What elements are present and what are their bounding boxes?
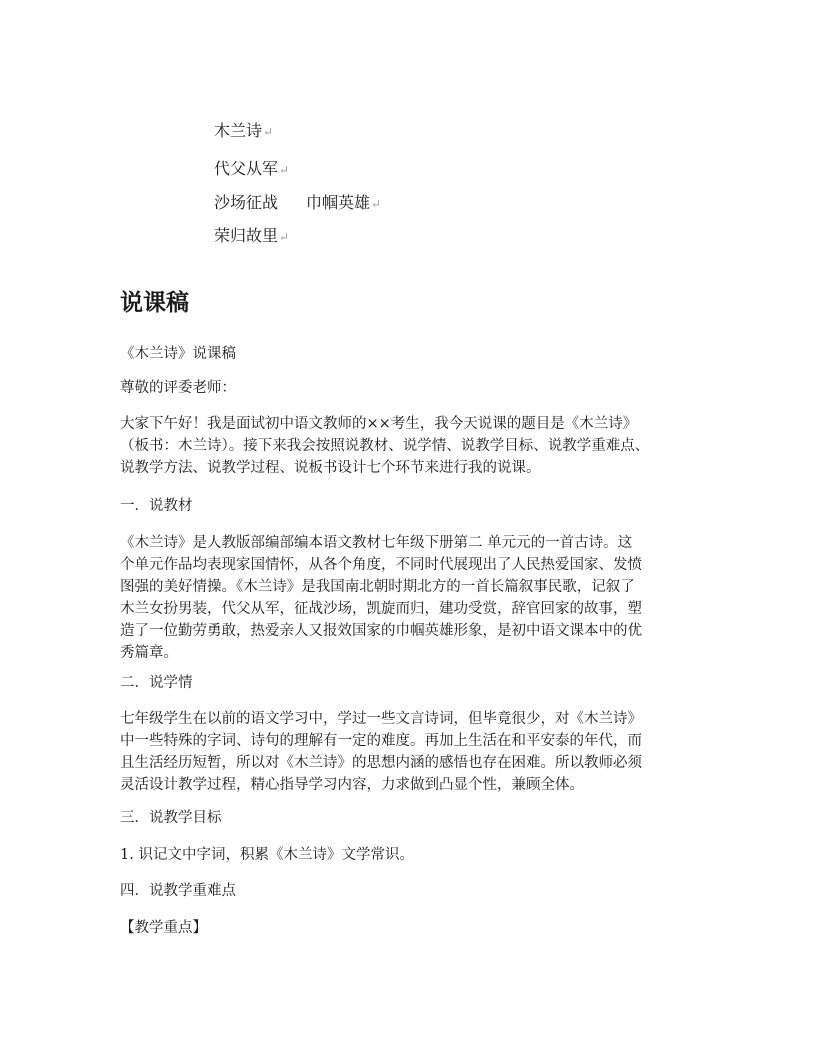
board-text: 荣归故里: [214, 226, 279, 245]
board-text: 代父从军: [214, 159, 279, 178]
board-text: 沙场征战: [214, 193, 279, 212]
board-line-2: [214, 158, 289, 181]
text-line: （板书：木兰诗）。接下来我会按照说教材、说学情、说教学目标、说教学重难点、: [120, 438, 650, 454]
text-line: 说教学方法、说教学过程、说板书设计七个环节来进行我的说课。: [120, 460, 541, 476]
board-line-title: [214, 120, 273, 143]
text-line: 木兰女扮男装，代父从军，征战沙场，凯旋而归，建功受赏，辞官回家的故事，塑: [120, 601, 642, 617]
text-line: 大家下午好！我是面试初中语文教师的××考生，我今天说课的题目是《木兰诗》: [120, 416, 638, 432]
intro-paragraph: [120, 413, 710, 479]
board-line-3: [214, 192, 381, 215]
paragraph-mark-icon: ↵: [279, 230, 290, 244]
text-line: 造了一位勤劳勇敢，热爱亲人又报效国家的巾帼英雄形象，是初中语文课本中的优: [120, 623, 642, 639]
text-line: 图强的美好情操。《木兰诗》是我国南北朝时期北方的一首长篇叙事民歌，记叙了: [120, 579, 635, 595]
objective-item-1: 1. 识记文中字词，积累《木兰诗》文学常识。: [120, 847, 414, 863]
text-line: 中一些特殊的字词、诗句的理解有一定的难度。再加上生活在和平安泰的年代，而: [120, 733, 642, 749]
paragraph-mark-icon: ↵: [279, 163, 290, 177]
page-title: 说课稿: [120, 290, 189, 316]
section-2-paragraph: [120, 708, 710, 796]
text-line: 灵活设计教学过程，精心指导学习内容，力求做到凸显个性，兼顾全体。: [120, 777, 584, 793]
text-line: 秀篇章。: [120, 645, 178, 661]
text-line: 《木兰诗》是人教版部编部编本语文教材七年级下册第二 单元元的一首古诗。这: [120, 535, 633, 551]
paragraph-mark-icon: ↵: [263, 125, 274, 139]
subheading-key-points: 【教学重点】: [120, 920, 207, 936]
text-line: 且生活经历短暂，所以对《木兰诗》的思想内涵的感悟也存在困难。所以教师必须: [120, 755, 642, 771]
section-1-paragraph: [120, 532, 710, 664]
section-heading-1: 一．说教材: [120, 498, 193, 514]
section-heading-4: 四．说教学重难点: [120, 883, 236, 899]
greeting: 尊敬的评委老师：: [120, 380, 236, 396]
paragraph-mark-icon: ↵: [371, 197, 382, 211]
section-heading-2: 二．说学情: [120, 675, 193, 691]
board-text: 巾帼英雄: [306, 193, 371, 212]
text-line: 个单元作品均表现家国情怀，从各个角度，不同时代展现出了人民热爱国家、发愤: [120, 557, 642, 573]
board-text: 木兰诗: [214, 121, 263, 140]
subtitle: 《木兰诗》说课稿: [120, 346, 236, 362]
board-line-4: [214, 225, 289, 248]
text-line: 七年级学生在以前的语文学习中，学过一些文言诗词，但毕竟很少，对《木兰诗》: [120, 711, 642, 727]
section-heading-3: 三．说教学目标: [120, 810, 222, 826]
